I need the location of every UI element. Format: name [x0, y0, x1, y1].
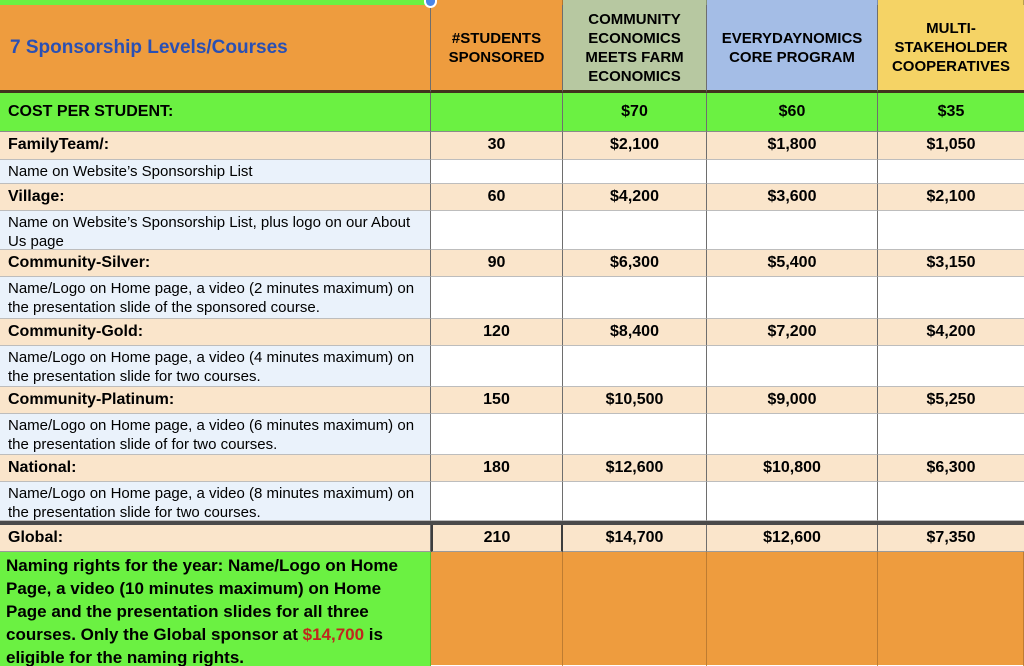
price-cell[interactable]: $7,200: [707, 319, 878, 346]
price-cell[interactable]: $6,300: [563, 250, 707, 277]
empty-cell[interactable]: [707, 277, 878, 319]
cost-students-cell[interactable]: [431, 93, 563, 132]
level-row-community-gold: [0, 319, 1024, 346]
empty-cell[interactable]: [707, 346, 878, 387]
level-row-community-platinum: [0, 387, 1024, 414]
price-cell[interactable]: $4,200: [563, 184, 707, 211]
empty-cell[interactable]: [563, 482, 707, 521]
orange-filler-cell[interactable]: [878, 552, 1024, 666]
empty-cell[interactable]: [878, 277, 1024, 319]
empty-cell[interactable]: [707, 211, 878, 250]
level-name-cell[interactable]: FamilyTeam/:: [0, 132, 431, 160]
orange-filler-cell[interactable]: [563, 552, 707, 666]
header-row: [0, 5, 1024, 93]
empty-cell[interactable]: [707, 414, 878, 455]
price-cell[interactable]: $1,800: [707, 132, 878, 160]
empty-cell[interactable]: [563, 414, 707, 455]
empty-cell[interactable]: [878, 414, 1024, 455]
price-cell[interactable]: $12,600: [707, 525, 878, 552]
level-name-cell[interactable]: Community-Gold:: [0, 319, 431, 346]
price-cell[interactable]: $8,400: [563, 319, 707, 346]
naming-rights-section: [0, 552, 1024, 666]
price-cell[interactable]: $1,050: [878, 132, 1024, 160]
orange-filler-cell[interactable]: [431, 552, 563, 666]
benefit-desc-cell[interactable]: Name on Website’s Sponsorship List: [0, 160, 431, 184]
sheet-title-cell[interactable]: [0, 5, 431, 93]
level-row-village: [0, 184, 1024, 211]
col-header-farm-economics-label: COMMUNITY ECONOMICS MEETS FARM ECONOMICS: [585, 10, 684, 85]
price-cell[interactable]: $7,350: [878, 525, 1024, 552]
empty-cell[interactable]: [878, 482, 1024, 521]
col-header-students-label: #STUDENTS SPONSORED: [448, 29, 545, 66]
level-name-cell[interactable]: Village:: [0, 184, 431, 211]
col-header-core-program[interactable]: [707, 5, 878, 93]
cost-label-cell[interactable]: COST PER STUDENT:: [0, 93, 431, 132]
price-cell[interactable]: $5,250: [878, 387, 1024, 414]
empty-cell[interactable]: [878, 211, 1024, 250]
col-header-cooperatives[interactable]: [878, 5, 1024, 93]
naming-rights-text-after: is eligible for the naming rights.: [6, 625, 383, 666]
benefit-desc-cell[interactable]: Name/Logo on Home page, a video (2 minutes maximum) on the presentation slide of the sponsored course.: [0, 277, 431, 319]
level-name-cell[interactable]: National:: [0, 455, 431, 482]
desc-row: [0, 346, 1024, 387]
empty-cell[interactable]: [431, 211, 563, 250]
empty-cell[interactable]: [431, 160, 563, 184]
naming-rights-text: Naming rights for the year: Name/Logo on Home Page, a video (10 minutes maximum) on Home Page and the presentation slides for all three courses. Only the Global sponsor at: [6, 556, 398, 644]
desc-row: [0, 211, 1024, 250]
desc-row: [0, 160, 1024, 184]
cost-value-cell[interactable]: $70: [563, 93, 707, 132]
price-cell[interactable]: $2,100: [563, 132, 707, 160]
benefit-desc-cell[interactable]: Name on Website’s Sponsorship List, plus logo on our About Us page: [0, 211, 431, 250]
empty-cell[interactable]: [563, 211, 707, 250]
empty-cell[interactable]: [707, 160, 878, 184]
level-row-familyteam: [0, 132, 1024, 160]
cost-value-cell[interactable]: $35: [878, 93, 1024, 132]
empty-cell[interactable]: [431, 346, 563, 387]
level-row-global: [0, 525, 1024, 552]
page-title: 7 Sponsorship Levels/Courses: [10, 36, 288, 58]
desc-row: [0, 414, 1024, 455]
price-cell[interactable]: $10,500: [563, 387, 707, 414]
students-cell[interactable]: 90: [431, 250, 563, 277]
price-cell[interactable]: $9,000: [707, 387, 878, 414]
col-header-cooperatives-label: MULTI-STAKEHOLDER COOPERATIVES: [891, 20, 1011, 75]
naming-rights-amount: $14,700: [302, 625, 365, 644]
students-cell-global[interactable]: 210: [431, 525, 563, 552]
price-cell[interactable]: $4,200: [878, 319, 1024, 346]
empty-cell[interactable]: [563, 277, 707, 319]
empty-cell[interactable]: [563, 160, 707, 184]
empty-cell[interactable]: [878, 160, 1024, 184]
benefit-desc-cell[interactable]: Name/Logo on Home page, a video (8 minutes maximum) on the presentation slide for two courses.: [0, 482, 431, 521]
benefit-desc-cell[interactable]: Name/Logo on Home page, a video (4 minutes maximum) on the presentation slide for two courses.: [0, 346, 431, 387]
students-cell[interactable]: 120: [431, 319, 563, 346]
price-cell[interactable]: $2,100: [878, 184, 1024, 211]
benefit-desc-cell[interactable]: Name/Logo on Home page, a video (6 minutes maximum) on the presentation slide of for two courses.: [0, 414, 431, 455]
price-cell[interactable]: $3,150: [878, 250, 1024, 277]
naming-rights-cell[interactable]: [0, 552, 431, 666]
empty-cell[interactable]: [431, 482, 563, 521]
students-cell[interactable]: 180: [431, 455, 563, 482]
price-cell[interactable]: $14,700: [563, 525, 707, 552]
price-cell[interactable]: $12,600: [563, 455, 707, 482]
orange-filler-cell[interactable]: [707, 552, 878, 666]
level-name-cell[interactable]: Community-Platinum:: [0, 387, 431, 414]
cost-value-cell[interactable]: $60: [707, 93, 878, 132]
level-row-national: [0, 455, 1024, 482]
students-cell[interactable]: 150: [431, 387, 563, 414]
empty-cell[interactable]: [431, 414, 563, 455]
empty-cell[interactable]: [707, 482, 878, 521]
empty-cell[interactable]: [431, 277, 563, 319]
price-cell[interactable]: $6,300: [878, 455, 1024, 482]
col-header-students[interactable]: [431, 5, 563, 93]
price-cell[interactable]: $3,600: [707, 184, 878, 211]
students-cell[interactable]: 30: [431, 132, 563, 160]
price-cell[interactable]: $10,800: [707, 455, 878, 482]
desc-row: [0, 482, 1024, 521]
level-name-cell[interactable]: Global:: [0, 525, 431, 552]
col-header-core-program-label: EVERYDAYNOMICS CORE PROGRAM: [721, 29, 863, 66]
cost-per-student-row: [0, 93, 1024, 132]
desc-row: [0, 277, 1024, 319]
level-row-community-silver: [0, 250, 1024, 277]
col-header-farm-economics[interactable]: [563, 5, 707, 93]
students-cell[interactable]: 60: [431, 184, 563, 211]
price-cell[interactable]: $5,400: [707, 250, 878, 277]
empty-cell[interactable]: [563, 346, 707, 387]
empty-cell[interactable]: [878, 346, 1024, 387]
level-name-cell[interactable]: Community-Silver:: [0, 250, 431, 277]
